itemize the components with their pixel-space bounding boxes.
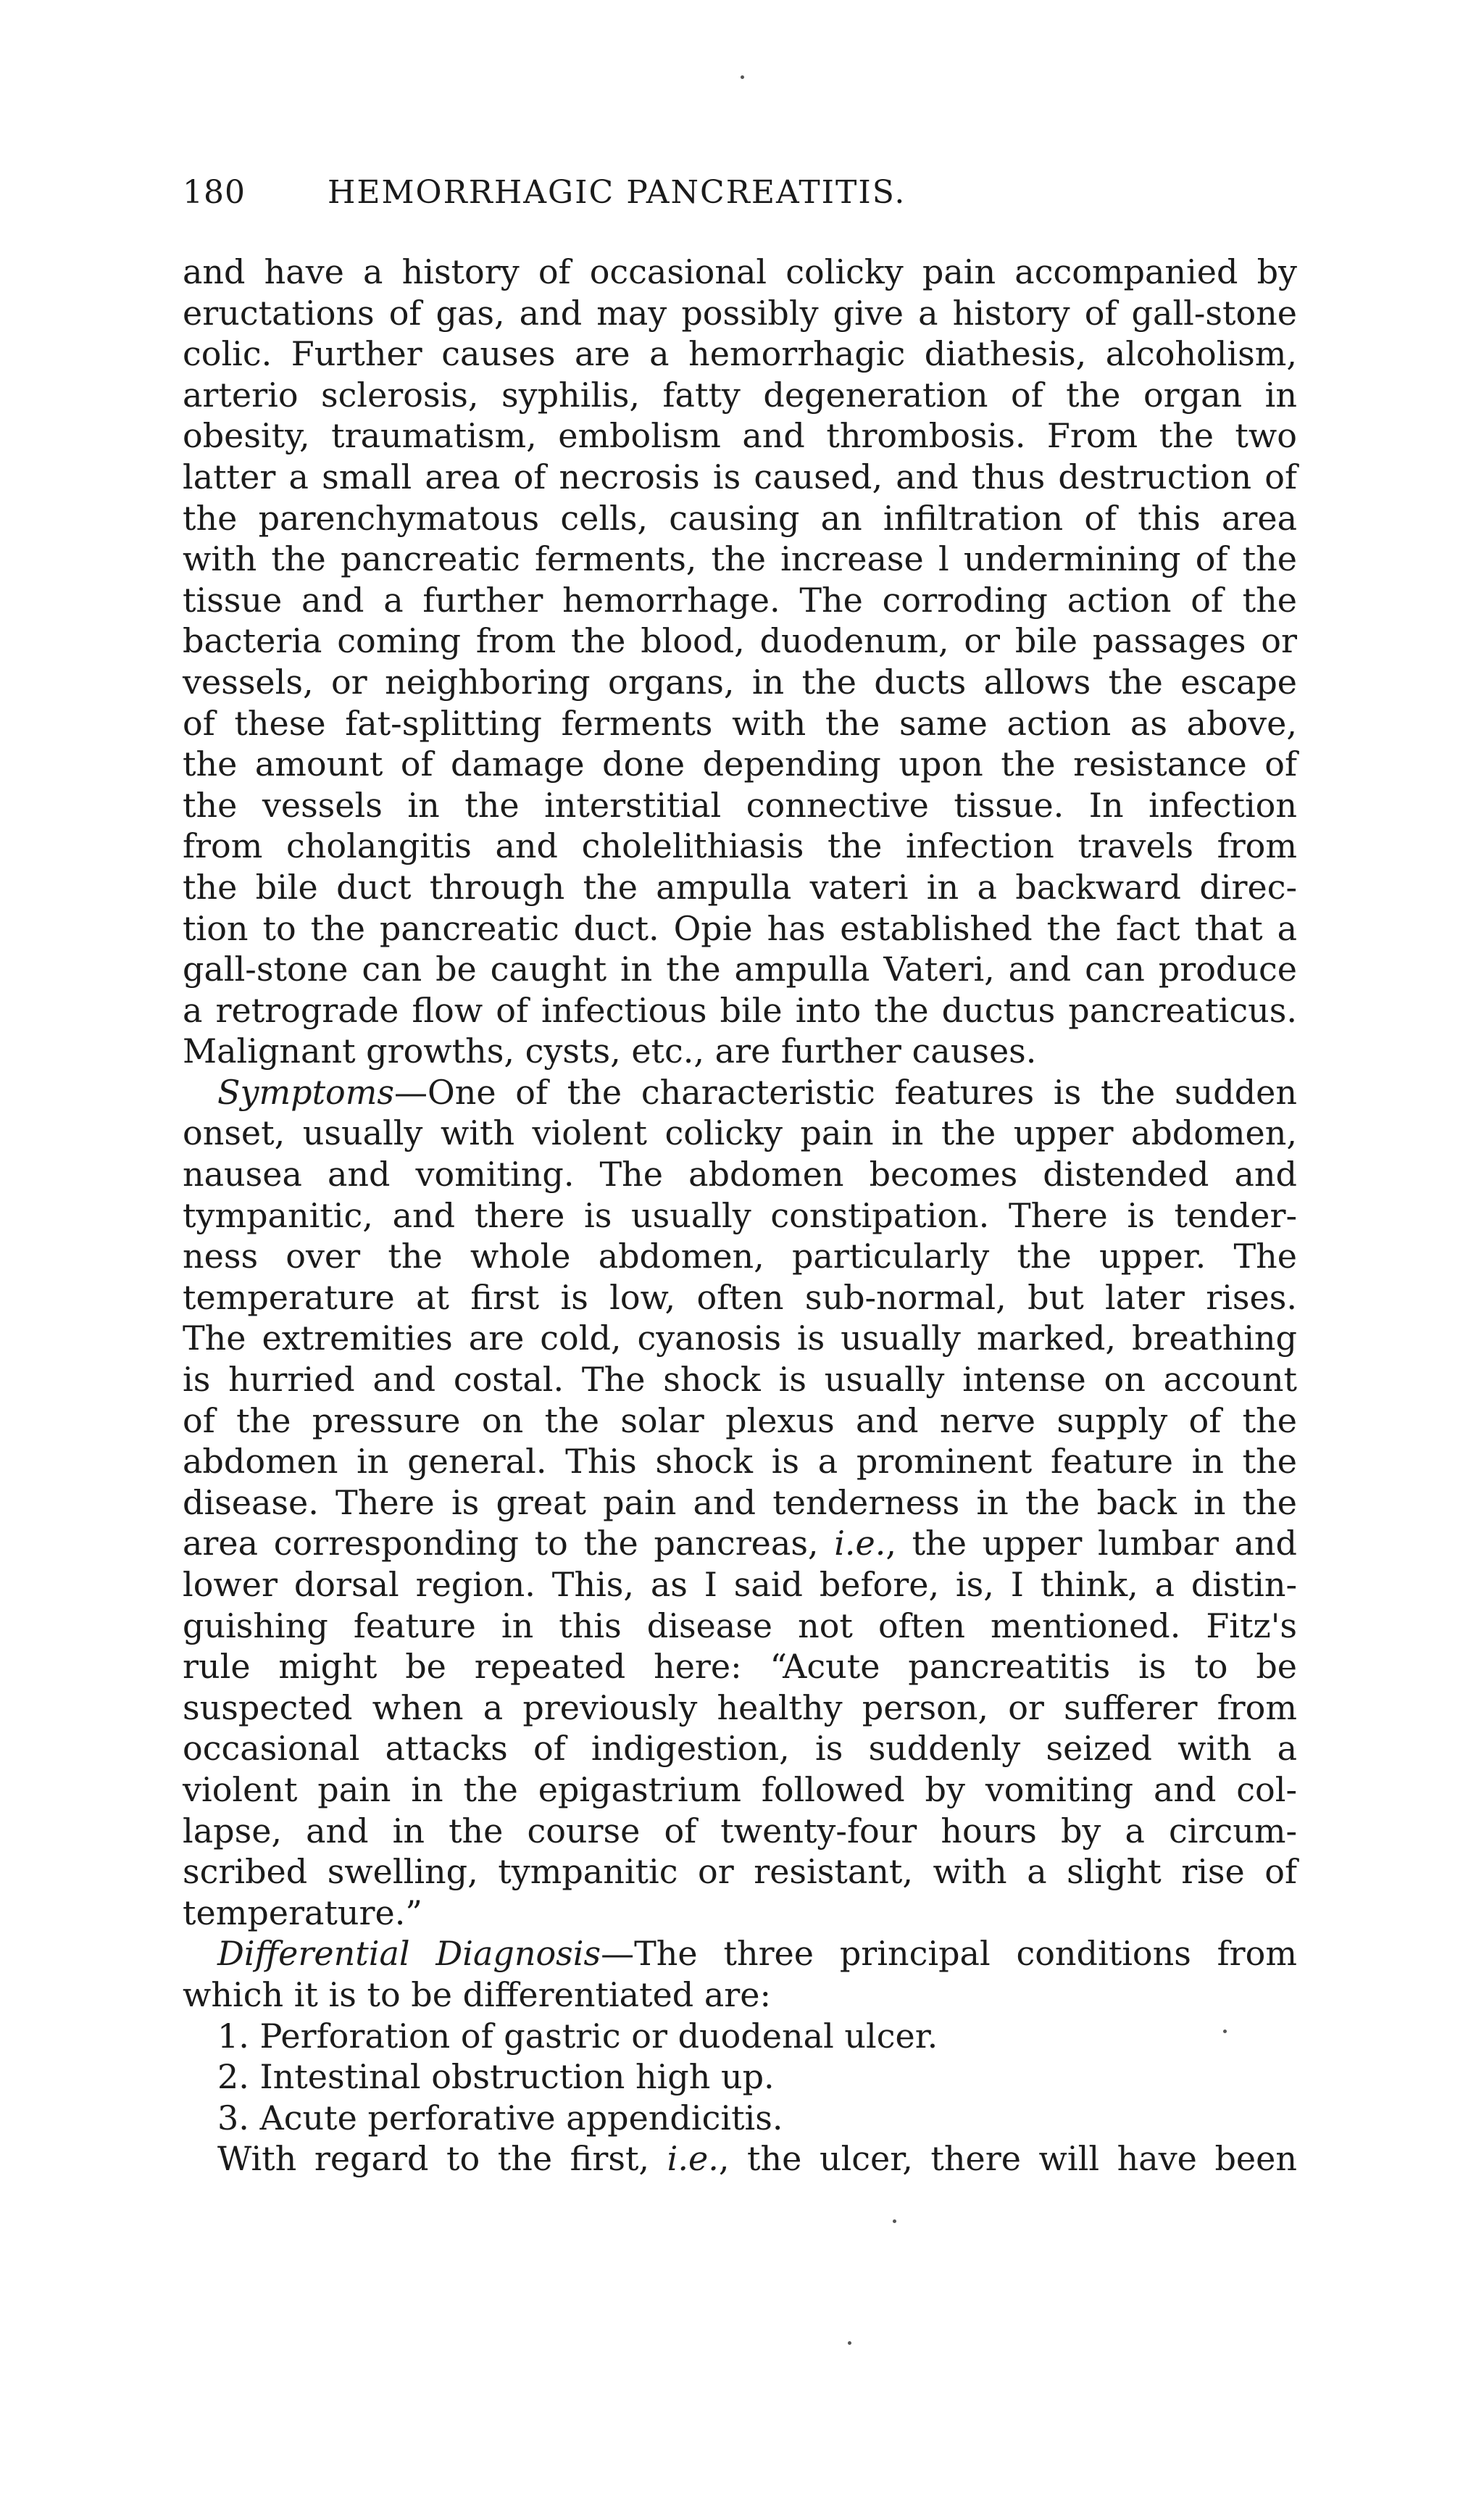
text-line: [183, 1974, 1297, 2016]
italic-text: Differential Diagnosis: [217, 1934, 601, 1974]
text-run: colic. Further causes are a hemorrhagic diathesis, alcoholism,: [183, 334, 1297, 374]
text-line: [183, 908, 1297, 950]
text-line: [183, 1728, 1297, 1769]
text-run: area corresponding to the pancreas,: [183, 1524, 835, 1563]
text-run: , the upper lumbar and: [885, 1524, 1297, 1563]
text-line: [183, 1482, 1297, 1524]
text-run: with the pancreatic ferments, the increase l undermining of the: [183, 539, 1297, 579]
text-run: guishing feature in this disease not often mentioned. Fitz's: [183, 1606, 1297, 1645]
text-run: vessels, or neighboring organs, in the ducts allows the escape: [183, 662, 1297, 702]
text-run: tissue and a further hemorrhage. The corroding action of the: [183, 580, 1297, 620]
text-line: [183, 1072, 1297, 1113]
italic-text: i.e.: [834, 1524, 886, 1563]
text-line: [183, 2138, 1297, 2180]
text-line: [183, 498, 1297, 539]
text-run: The extremities are cold, cyanosis is usually marked, breathing: [183, 1318, 1297, 1358]
text-run: obesity, traumatism, embolism and thrombosis. From the two: [183, 416, 1297, 456]
list-item: [183, 2016, 1297, 2057]
text-run: violent pain in the epigastrium followed by vomiting and col-: [183, 1769, 1297, 1809]
body-text: [183, 252, 1297, 2180]
text-line: [183, 949, 1297, 990]
chapter-title: HEMORRHAGIC PANCREATITIS.: [328, 174, 906, 211]
text-run: is hurried and costal. The shock is usually intense on account: [183, 1360, 1297, 1400]
text-line: [183, 1851, 1297, 1893]
text-run: ness over the whole abdomen, particularly the upper. The: [183, 1237, 1297, 1276]
text-line: [183, 1031, 1297, 1072]
text-run: from cholangitis and cholelithiasis the infection travels from: [183, 826, 1297, 866]
book-page: [183, 174, 1297, 2180]
text-run: rule might be repeated here: “Acute pancreatitis is to be: [183, 1647, 1297, 1687]
text-run: the amount of damage done depending upon the resistance of: [183, 744, 1297, 784]
text-run: eructations of gas, and may possibly give a history of gall-stone: [183, 293, 1297, 333]
text-line: [183, 1359, 1297, 1400]
text-line: [183, 580, 1297, 621]
text-line: [183, 703, 1297, 744]
text-run: tion to the pancreatic duct. Opie has established the fact that a: [183, 908, 1297, 948]
list-item: [183, 2098, 1297, 2139]
text-run: onset, usually with violent colicky pain in the upper abdomen,: [183, 1113, 1297, 1153]
text-line: [183, 1933, 1297, 1974]
text-run: temperature.”: [183, 1893, 422, 1932]
text-line: [183, 1564, 1297, 1606]
text-line: [183, 1318, 1297, 1359]
text-line: [183, 293, 1297, 334]
running-head: [183, 174, 1297, 211]
text-run: —The three principal conditions from: [601, 1934, 1297, 1974]
text-line: [183, 415, 1297, 457]
text-line: [183, 1195, 1297, 1237]
text-run: of these fat-splitting ferments with the same action as above,: [183, 703, 1297, 743]
print-speck: [848, 2341, 851, 2345]
text-run: suspected when a previously healthy person, or sufferer from: [183, 1687, 1297, 1727]
text-run: 1. Perforation of gastric or duodenal ulcer.: [217, 2016, 938, 2056]
text-run: which it is to be differentiated are:: [183, 1974, 772, 2014]
text-line: [183, 375, 1297, 416]
text-run: abdomen in general. This shock is a prominent feature in the: [183, 1442, 1297, 1482]
text-line: [183, 1811, 1297, 1852]
text-run: a retrograde flow of infectious bile into the ductus pancreaticus.: [183, 990, 1297, 1030]
text-run: arterio sclerosis, syphilis, fatty degeneration of the organ in: [183, 375, 1297, 415]
page-number: 180: [183, 174, 246, 211]
text-line: [183, 662, 1297, 703]
text-run: nausea and vomiting. The abdomen becomes distended and: [183, 1155, 1297, 1195]
text-line: [183, 252, 1297, 293]
text-run: the bile duct through the ampulla vateri in a backward direc-: [183, 867, 1297, 907]
text-run: the parenchymatous cells, causing an infiltration of this area: [183, 498, 1297, 538]
text-run: the vessels in the interstitial connective tissue. In infection: [183, 785, 1297, 825]
text-line: [183, 1113, 1297, 1154]
text-line: [183, 1154, 1297, 1195]
text-line: [183, 457, 1297, 498]
print-speck: [1223, 2030, 1227, 2033]
text-run: lower dorsal region. This, as I said before, is, I think, a distin-: [183, 1565, 1297, 1604]
text-run: —One of the characteristic features is the sudden: [393, 1072, 1297, 1112]
text-line: [183, 1277, 1297, 1318]
text-line: [183, 1236, 1297, 1277]
print-speck: [893, 2219, 896, 2223]
text-run: With regard to the first,: [217, 2139, 667, 2179]
list-item: [183, 2056, 1297, 2098]
text-line: [183, 826, 1297, 867]
text-line: [183, 867, 1297, 908]
text-line: [183, 785, 1297, 826]
italic-text: i.e.: [667, 2139, 719, 2179]
text-run: 3. Acute perforative appendicitis.: [217, 2098, 783, 2138]
text-run: lapse, and in the course of twenty-four hours by a circum-: [183, 1811, 1297, 1851]
text-run: occasional attacks of indigestion, is suddenly seized with a: [183, 1729, 1297, 1769]
text-run: 2. Intestinal obstruction high up.: [217, 2057, 775, 2097]
text-line: [183, 744, 1297, 785]
text-run: , the ulcer, there will have been: [718, 2139, 1298, 2179]
text-run: of the pressure on the solar plexus and nerve supply of the: [183, 1400, 1297, 1440]
text-run: bacteria coming from the blood, duodenum, or bile passages or: [183, 621, 1297, 661]
text-run: gall-stone can be caught in the ampulla Vateri, and can produce: [183, 950, 1297, 989]
text-line: [183, 539, 1297, 580]
text-run: disease. There is great pain and tenderness in the back in the: [183, 1482, 1297, 1522]
text-line: [183, 1646, 1297, 1687]
text-run: scribed swelling, tympanitic or resistant, with a slight rise of: [183, 1852, 1297, 1892]
text-run: Malignant growths, cysts, etc., are further causes.: [183, 1031, 1037, 1071]
print-speck: [741, 75, 744, 79]
text-line: [183, 1893, 1297, 1934]
text-run: latter a small area of necrosis is caused, and thus destruction of: [183, 457, 1297, 497]
text-run: and have a history of occasional colicky pain accompanied by: [183, 252, 1297, 291]
text-run: tympanitic, and there is usually constipation. There is tender-: [183, 1195, 1297, 1235]
text-line: [183, 1769, 1297, 1811]
text-line: [183, 1523, 1297, 1564]
text-line: [183, 1400, 1297, 1442]
text-line: [183, 620, 1297, 662]
text-line: [183, 990, 1297, 1031]
italic-text: Symptoms: [217, 1072, 394, 1112]
text-line: [183, 333, 1297, 375]
text-run: temperature at first is low, often sub-normal, but later rises.: [183, 1277, 1297, 1317]
text-line: [183, 1441, 1297, 1482]
text-line: [183, 1606, 1297, 1647]
text-line: [183, 1687, 1297, 1729]
